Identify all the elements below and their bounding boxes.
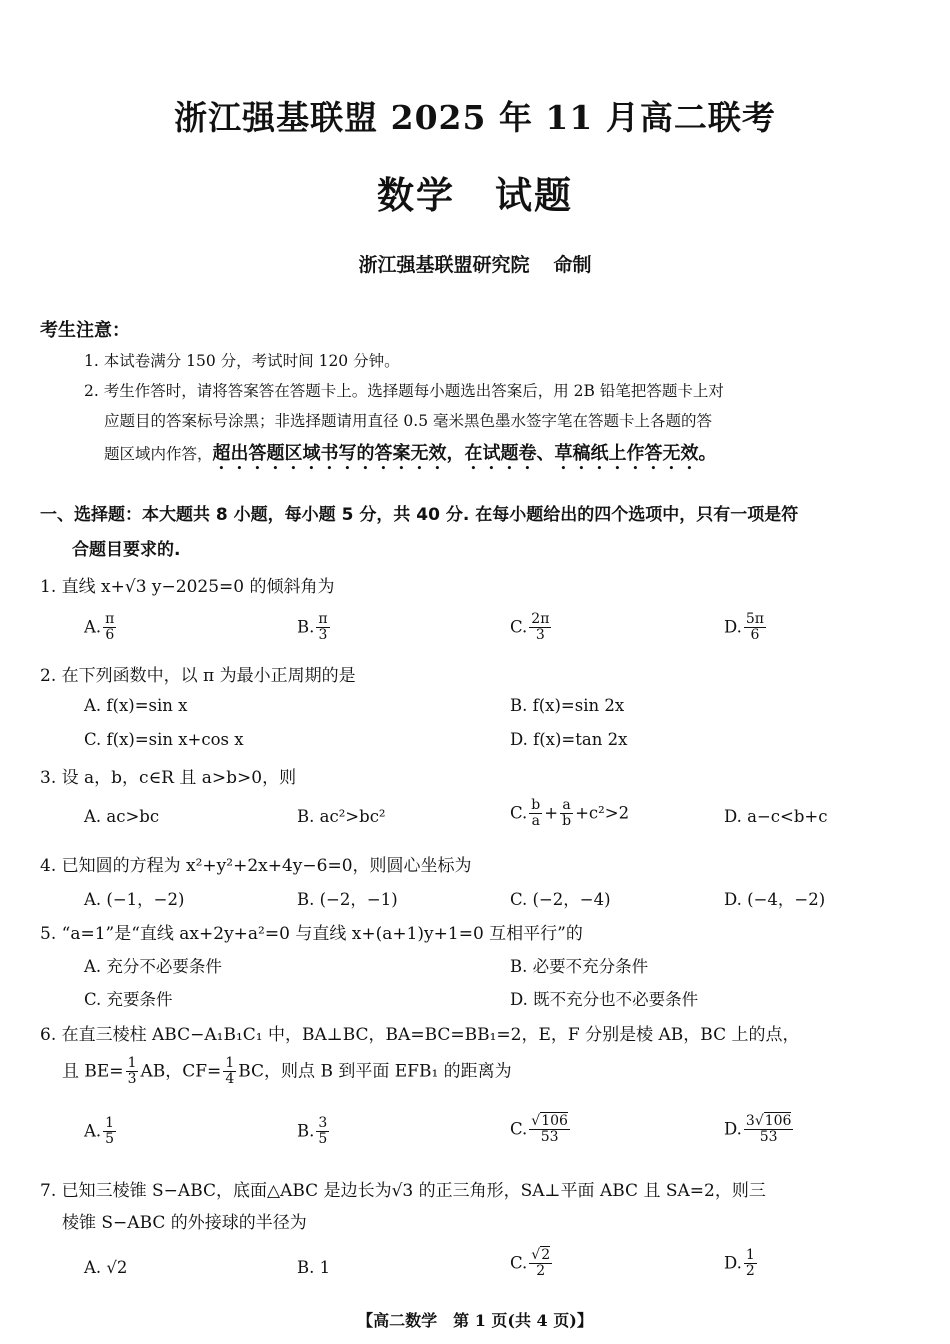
notice-item-1: 1. 本试卷满分 150 分，考试时间 120 分钟。: [84, 352, 400, 370]
q5-option-b: B. 必要不充分条件: [510, 957, 649, 976]
question-6-stem-line-2: 且 BE= $\frac{1}{3}$ AB，CF= $\frac{1}{4}$ BC，则点 B 到平面 EFB₁ 的距离为: [62, 1055, 512, 1088]
exam-subject: [0, 165, 950, 219]
question-7-stem-line-2: 棱锥 S−ABC 的外接球的半径为: [62, 1213, 307, 1233]
exam-org: [0, 250, 950, 277]
q4-option-d: D. (−4，−2): [724, 890, 826, 909]
q7-option-a: A. √2: [84, 1258, 128, 1277]
q1-option-b: B. $\frac{\pi}{3}$: [297, 611, 328, 644]
notice-item-2-line-1: 2. 考生作答时，请将答案答在答题卡上。选择题每小题选出答案后，用 2B 铅笔把答题卡上对: [84, 382, 724, 400]
q5-option-a: A. 充分不必要条件: [84, 957, 222, 976]
q6-option-d: D. $\frac{3√106}{53}$: [724, 1113, 792, 1146]
q5-option-d: D. 既不充分也不必要条件: [510, 990, 699, 1009]
q7-option-c: C. $\frac{√2}{2}$: [510, 1247, 551, 1280]
section-1-header-line-1: 一、选择题：本大题共 8 小题，每小题 5 分，共 40 分. 在每小题给出的四个选项中，只有一项是符: [40, 505, 799, 525]
notice-item-2-line-3: [104, 439, 717, 474]
q2-option-d: D. f(x)=tan 2x: [510, 730, 628, 749]
q6-option-a: A. $\frac{1}{5}$: [84, 1115, 115, 1148]
question-6-stem-line-1: 6. 在直三棱柱 ABC−A₁B₁C₁ 中，BA⊥BC，BA=BC=BB₁=2，E，F 分别是棱 AB，BC 上的点，: [40, 1025, 800, 1045]
q6-option-c: C. $\frac{√106}{53}$: [510, 1113, 568, 1146]
subject-name: 数学: [377, 173, 455, 217]
q2-option-b: B. f(x)=sin 2x: [510, 696, 625, 715]
question-5-stem: 5. “a=1”是“直线 ax+2y+a²=0 与直线 x+(a+1)y+1=0 互相平行”的: [40, 924, 583, 944]
question-7-stem-line-1: 7. 已知三棱锥 S−ABC，底面△ABC 是边长为√3 的正三角形，SA⊥平面 ABC 且 SA=2，则三: [40, 1181, 766, 1201]
question-1-stem: 1. 直线 x+√3 y−2025=0 的倾斜角为: [40, 577, 335, 597]
q4-option-a: A. (−1，−2): [84, 890, 185, 909]
q4-option-c: C. (−2，−4): [510, 890, 611, 909]
q1-option-a: A. $\frac{\pi}{6}$: [84, 611, 115, 644]
page-footer: 【高二数学 第 1 页(共 4 页)】: [357, 1311, 593, 1330]
q4-option-b: B. (−2，−1): [297, 890, 398, 909]
exam-title: 浙江强基联盟 2025 年 11 月高二联考: [174, 98, 776, 137]
q7-option-b: B. 1: [297, 1258, 331, 1277]
section-1-header-line-2: 合题目要求的.: [72, 540, 181, 560]
notice-item-2-line-2: 应题目的答案标号涂黑；非选择题请用直径 0.5 毫米黑色墨水签字笔在答题卡上各题的答: [104, 412, 713, 430]
q3-option-a: A. ac>bc: [84, 807, 160, 826]
subject-suffix: 试题: [495, 173, 573, 217]
q6-option-b: B. $\frac{3}{5}$: [297, 1115, 328, 1148]
notice-warning: 超出答题区域书写的答案无效，在试题卷、草稿纸上作答无效。: [212, 443, 717, 464]
question-3-stem: 3. 设 a，b，c∈R 且 a>b>0，则: [40, 768, 297, 788]
q3-option-b: B. ac²>bc²: [297, 807, 386, 826]
q3-option-c: C. $\frac{b}{a}$ + $\frac{a}{b}$ +c²>2: [510, 797, 630, 830]
q1-option-d: D. $\frac{5\pi}{6}$: [724, 611, 764, 644]
q1-option-c: C. $\frac{2\pi}{3}$: [510, 611, 550, 644]
question-2-stem: 2. 在下列函数中，以 π 为最小正周期的是: [40, 666, 356, 686]
notice-heading: 考生注意：: [40, 320, 130, 341]
notice-item-2-line-3-plain: 题区域内作答，: [104, 445, 213, 463]
made-by: 命制: [553, 254, 592, 276]
question-4-stem: 4. 已知圆的方程为 x²+y²+2x+4y−6=0，则圆心坐标为: [40, 856, 472, 876]
q5-option-c: C. 充要条件: [84, 990, 173, 1009]
q3-option-d: D. a−c<b+c: [724, 807, 828, 826]
q2-option-c: C. f(x)=sin x+cos x: [84, 730, 244, 749]
q2-option-a: A. f(x)=sin x: [84, 696, 188, 715]
q7-option-d: D. $\frac{1}{2}$: [724, 1247, 755, 1280]
org-name: 浙江强基联盟研究院: [358, 254, 530, 276]
